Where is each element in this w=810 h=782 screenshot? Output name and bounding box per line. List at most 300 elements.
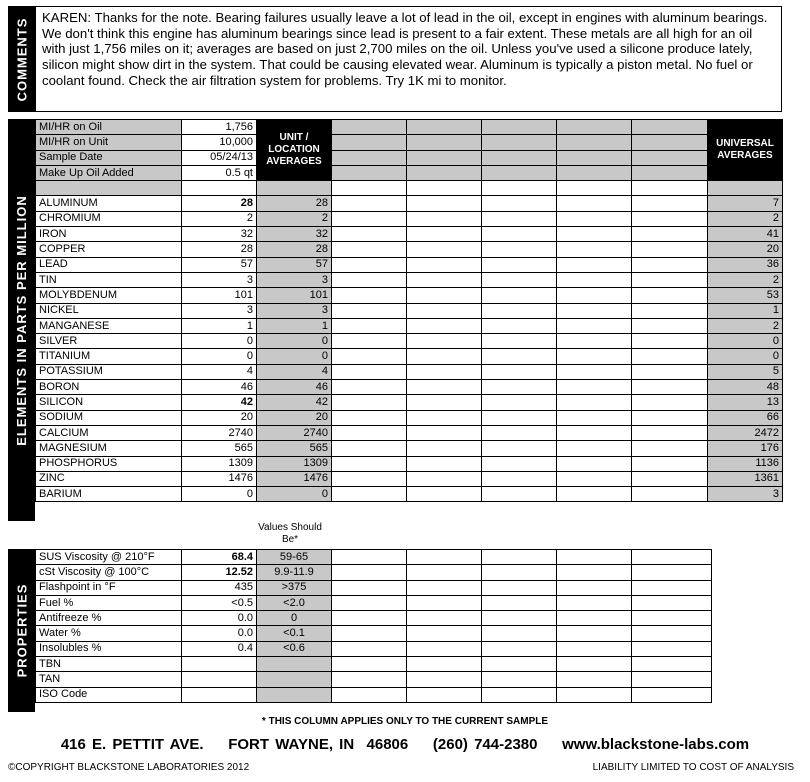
empty-sample-cell bbox=[632, 349, 708, 364]
empty-sample-cell bbox=[482, 288, 557, 303]
element-row bbox=[36, 211, 783, 226]
element-value: 3 bbox=[182, 272, 257, 287]
element-name: IRON bbox=[36, 227, 182, 242]
empty-sample-cell bbox=[407, 626, 482, 641]
empty-sample-cell bbox=[557, 349, 632, 364]
empty-sample-cell bbox=[632, 211, 708, 226]
element-unit-average: 28 bbox=[257, 242, 332, 257]
element-name: SILVER bbox=[36, 334, 182, 349]
copyright: ©COPYRIGHT BLACKSTONE LABORATORIES 2012 bbox=[8, 762, 250, 773]
element-universal-average: 66 bbox=[708, 410, 783, 425]
values-should-be-header: Values Should Be* bbox=[258, 522, 322, 545]
element-name: POTASSIUM bbox=[36, 364, 182, 379]
element-row bbox=[36, 303, 783, 318]
empty-sample-cell bbox=[332, 227, 407, 242]
empty-sample-cell bbox=[407, 227, 482, 242]
empty-sample-cell bbox=[407, 288, 482, 303]
empty-sample-cell bbox=[557, 657, 632, 672]
empty-sample-cell bbox=[632, 441, 708, 456]
empty-cell bbox=[332, 181, 407, 196]
property-row bbox=[36, 565, 712, 580]
property-should-be: <2.0 bbox=[257, 595, 332, 610]
empty-sample-cell bbox=[407, 272, 482, 287]
element-value: 101 bbox=[182, 288, 257, 303]
property-value bbox=[182, 657, 257, 672]
empty-sample-cell bbox=[332, 303, 407, 318]
property-value: 435 bbox=[182, 580, 257, 595]
empty-sample-cell bbox=[332, 611, 407, 626]
empty-sample-cell bbox=[407, 672, 482, 687]
empty-sample-cell bbox=[557, 641, 632, 656]
element-row bbox=[36, 487, 783, 502]
empty-sample-cell bbox=[632, 471, 708, 486]
element-unit-average: 46 bbox=[257, 380, 332, 395]
empty-sample-cell bbox=[407, 349, 482, 364]
property-value: 68.4 bbox=[182, 550, 257, 565]
element-value: 0 bbox=[182, 334, 257, 349]
empty-sample-cell bbox=[557, 487, 632, 502]
empty-sample-cell bbox=[482, 349, 557, 364]
property-value: 0.0 bbox=[182, 626, 257, 641]
empty-sample-cell bbox=[632, 611, 712, 626]
element-name: PHOSPHORUS bbox=[36, 456, 182, 471]
empty-sample-cell bbox=[632, 288, 708, 303]
empty-sample-cell bbox=[482, 487, 557, 502]
empty-sample-cell bbox=[407, 410, 482, 425]
info-row bbox=[36, 150, 783, 165]
info-label: Make Up Oil Added bbox=[36, 165, 182, 180]
empty-sample-cell bbox=[332, 242, 407, 257]
empty-cell bbox=[407, 181, 482, 196]
empty-sample-cell bbox=[332, 135, 407, 150]
empty-sample-cell bbox=[407, 135, 482, 150]
element-row bbox=[36, 272, 783, 287]
property-should-be bbox=[257, 672, 332, 687]
info-value: 0.5 qt bbox=[182, 165, 257, 180]
element-row bbox=[36, 471, 783, 486]
element-unit-average: 1309 bbox=[257, 456, 332, 471]
empty-sample-cell bbox=[482, 135, 557, 150]
element-name: MANGANESE bbox=[36, 318, 182, 333]
element-universal-average: 1 bbox=[708, 303, 783, 318]
element-row bbox=[36, 257, 783, 272]
empty-cell bbox=[182, 181, 257, 196]
empty-sample-cell bbox=[557, 334, 632, 349]
element-value: 32 bbox=[182, 227, 257, 242]
element-universal-average: 5 bbox=[708, 364, 783, 379]
element-value: 2740 bbox=[182, 425, 257, 440]
element-name: MOLYBDENUM bbox=[36, 288, 182, 303]
empty-sample-cell bbox=[482, 257, 557, 272]
empty-sample-cell bbox=[632, 165, 708, 180]
elements-label: ELEMENTS IN PARTS PER MILLION bbox=[8, 119, 35, 521]
empty-cell bbox=[257, 181, 332, 196]
element-row bbox=[36, 456, 783, 471]
empty-sample-cell bbox=[407, 395, 482, 410]
empty-sample-cell bbox=[332, 364, 407, 379]
empty-sample-cell bbox=[407, 196, 482, 211]
element-value: 2 bbox=[182, 211, 257, 226]
element-unit-average: 3 bbox=[257, 303, 332, 318]
empty-sample-cell bbox=[482, 550, 557, 565]
element-universal-average: 1361 bbox=[708, 471, 783, 486]
empty-sample-cell bbox=[332, 349, 407, 364]
empty-sample-cell bbox=[407, 211, 482, 226]
element-value: 1309 bbox=[182, 456, 257, 471]
property-should-be bbox=[257, 687, 332, 702]
empty-sample-cell bbox=[407, 595, 482, 610]
element-universal-average: 2472 bbox=[708, 425, 783, 440]
empty-sample-cell bbox=[482, 196, 557, 211]
empty-sample-cell bbox=[557, 380, 632, 395]
element-row bbox=[36, 318, 783, 333]
empty-sample-cell bbox=[632, 580, 712, 595]
spacer-row bbox=[36, 181, 783, 196]
element-value: 57 bbox=[182, 257, 257, 272]
element-row bbox=[36, 364, 783, 379]
empty-sample-cell bbox=[407, 565, 482, 580]
empty-sample-cell bbox=[407, 318, 482, 333]
empty-sample-cell bbox=[482, 441, 557, 456]
empty-sample-cell bbox=[332, 641, 407, 656]
empty-sample-cell bbox=[332, 334, 407, 349]
empty-sample-cell bbox=[407, 441, 482, 456]
property-value: 0.0 bbox=[182, 611, 257, 626]
unit-averages-header: UNIT / LOCATION AVERAGES bbox=[257, 120, 332, 181]
empty-sample-cell bbox=[332, 272, 407, 287]
empty-sample-cell bbox=[332, 657, 407, 672]
empty-sample-cell bbox=[332, 487, 407, 502]
element-name: MAGNESIUM bbox=[36, 441, 182, 456]
element-name: TIN bbox=[36, 272, 182, 287]
empty-sample-cell bbox=[482, 657, 557, 672]
property-name: SUS Viscosity @ 210°F bbox=[36, 550, 182, 565]
empty-sample-cell bbox=[332, 626, 407, 641]
properties-label: PROPERTIES bbox=[8, 549, 35, 712]
empty-sample-cell bbox=[332, 456, 407, 471]
empty-sample-cell bbox=[332, 318, 407, 333]
empty-sample-cell bbox=[482, 395, 557, 410]
element-row bbox=[36, 349, 783, 364]
empty-sample-cell bbox=[407, 150, 482, 165]
element-row bbox=[36, 380, 783, 395]
empty-sample-cell bbox=[482, 334, 557, 349]
empty-sample-cell bbox=[332, 410, 407, 425]
property-should-be: <0.1 bbox=[257, 626, 332, 641]
property-value: 0.4 bbox=[182, 641, 257, 656]
info-row bbox=[36, 135, 783, 150]
empty-sample-cell bbox=[332, 196, 407, 211]
empty-sample-cell bbox=[632, 135, 708, 150]
property-name: TBN bbox=[36, 657, 182, 672]
element-universal-average: 2 bbox=[708, 318, 783, 333]
empty-sample-cell bbox=[482, 626, 557, 641]
info-value: 10,000 bbox=[182, 135, 257, 150]
element-value: 28 bbox=[182, 196, 257, 211]
empty-sample-cell bbox=[632, 641, 712, 656]
element-row bbox=[36, 334, 783, 349]
element-value: 20 bbox=[182, 410, 257, 425]
empty-sample-cell bbox=[482, 456, 557, 471]
empty-sample-cell bbox=[632, 303, 708, 318]
empty-sample-cell bbox=[632, 120, 708, 135]
empty-sample-cell bbox=[557, 242, 632, 257]
empty-sample-cell bbox=[332, 550, 407, 565]
empty-sample-cell bbox=[557, 257, 632, 272]
element-value: 1 bbox=[182, 318, 257, 333]
element-universal-average: 36 bbox=[708, 257, 783, 272]
empty-sample-cell bbox=[632, 487, 708, 502]
empty-sample-cell bbox=[632, 150, 708, 165]
empty-sample-cell bbox=[557, 272, 632, 287]
empty-sample-cell bbox=[632, 227, 708, 242]
empty-sample-cell bbox=[632, 657, 712, 672]
property-row bbox=[36, 672, 712, 687]
property-row bbox=[36, 626, 712, 641]
empty-sample-cell bbox=[407, 456, 482, 471]
empty-sample-cell bbox=[482, 364, 557, 379]
empty-sample-cell bbox=[632, 380, 708, 395]
empty-sample-cell bbox=[332, 165, 407, 180]
empty-sample-cell bbox=[407, 380, 482, 395]
empty-sample-cell bbox=[557, 211, 632, 226]
element-universal-average: 7 bbox=[708, 196, 783, 211]
empty-sample-cell bbox=[632, 565, 712, 580]
property-row bbox=[36, 657, 712, 672]
property-name: ISO Code bbox=[36, 687, 182, 702]
elements-table bbox=[35, 119, 783, 502]
element-name: NICKEL bbox=[36, 303, 182, 318]
empty-sample-cell bbox=[482, 318, 557, 333]
empty-sample-cell bbox=[557, 441, 632, 456]
property-value: 12.52 bbox=[182, 565, 257, 580]
empty-sample-cell bbox=[482, 120, 557, 135]
empty-sample-cell bbox=[482, 565, 557, 580]
comments-text: KAREN: Thanks for the note. Bearing failures usually leave a lot of lead in the oil, except in engines with aluminum bearings. We don't think this engine has aluminum bearings since lead is present to a fair extent. These metals are all high for an oil with just 1,756 miles on it; averages are based on just 2,700 miles on the oil. Unless you've used a silicone produce lately, silicon might show dirt in the system. That could be causing elevated wear. Aluminum is typically a piston metal. No fuel or coolant found. Check the air filtration system for problems. Try 1K mi to monitor. bbox=[35, 6, 782, 112]
element-universal-average: 13 bbox=[708, 395, 783, 410]
property-row bbox=[36, 641, 712, 656]
element-unit-average: 2740 bbox=[257, 425, 332, 440]
empty-sample-cell bbox=[557, 410, 632, 425]
empty-sample-cell bbox=[332, 380, 407, 395]
property-name: Antifreeze % bbox=[36, 611, 182, 626]
element-name: SILICON bbox=[36, 395, 182, 410]
empty-sample-cell bbox=[632, 410, 708, 425]
property-row bbox=[36, 580, 712, 595]
element-unit-average: 2 bbox=[257, 211, 332, 226]
element-value: 565 bbox=[182, 441, 257, 456]
empty-sample-cell bbox=[482, 242, 557, 257]
element-unit-average: 0 bbox=[257, 334, 332, 349]
empty-sample-cell bbox=[407, 425, 482, 440]
element-name: CHROMIUM bbox=[36, 211, 182, 226]
property-should-be: 59-65 bbox=[257, 550, 332, 565]
empty-sample-cell bbox=[632, 272, 708, 287]
property-should-be: <0.6 bbox=[257, 641, 332, 656]
property-name: Flashpoint in °F bbox=[36, 580, 182, 595]
element-universal-average: 1136 bbox=[708, 456, 783, 471]
lab-address: 416 E. PETTIT AVE. FORT WAYNE, IN 46806 (260) 744-2380 www.blackstone-labs.com bbox=[60, 736, 750, 753]
empty-sample-cell bbox=[407, 242, 482, 257]
property-name: Fuel % bbox=[36, 595, 182, 610]
empty-cell bbox=[36, 181, 182, 196]
empty-sample-cell bbox=[557, 395, 632, 410]
empty-sample-cell bbox=[332, 441, 407, 456]
empty-sample-cell bbox=[482, 611, 557, 626]
element-value: 0 bbox=[182, 487, 257, 502]
element-name: BORON bbox=[36, 380, 182, 395]
empty-sample-cell bbox=[407, 687, 482, 702]
empty-sample-cell bbox=[332, 595, 407, 610]
empty-sample-cell bbox=[557, 626, 632, 641]
empty-sample-cell bbox=[482, 227, 557, 242]
empty-sample-cell bbox=[482, 410, 557, 425]
empty-sample-cell bbox=[332, 565, 407, 580]
empty-sample-cell bbox=[482, 580, 557, 595]
empty-sample-cell bbox=[332, 120, 407, 135]
empty-sample-cell bbox=[407, 550, 482, 565]
element-name: ALUMINUM bbox=[36, 196, 182, 211]
element-universal-average: 3 bbox=[708, 487, 783, 502]
element-unit-average: 4 bbox=[257, 364, 332, 379]
element-value: 28 bbox=[182, 242, 257, 257]
info-value: 1,756 bbox=[182, 120, 257, 135]
empty-sample-cell bbox=[407, 165, 482, 180]
empty-sample-cell bbox=[557, 303, 632, 318]
empty-sample-cell bbox=[557, 364, 632, 379]
property-should-be bbox=[257, 657, 332, 672]
element-universal-average: 48 bbox=[708, 380, 783, 395]
empty-sample-cell bbox=[407, 364, 482, 379]
empty-sample-cell bbox=[632, 595, 712, 610]
empty-sample-cell bbox=[407, 611, 482, 626]
property-row bbox=[36, 611, 712, 626]
universal-averages-header: UNIVERSAL AVERAGES bbox=[708, 120, 783, 181]
element-unit-average: 28 bbox=[257, 196, 332, 211]
element-name: CALCIUM bbox=[36, 425, 182, 440]
element-row bbox=[36, 242, 783, 257]
element-universal-average: 176 bbox=[708, 441, 783, 456]
empty-sample-cell bbox=[632, 456, 708, 471]
property-name: Water % bbox=[36, 626, 182, 641]
info-label: Sample Date bbox=[36, 150, 182, 165]
empty-sample-cell bbox=[482, 150, 557, 165]
element-row bbox=[36, 196, 783, 211]
property-name: Insolubles % bbox=[36, 641, 182, 656]
empty-sample-cell bbox=[632, 242, 708, 257]
empty-sample-cell bbox=[482, 471, 557, 486]
empty-sample-cell bbox=[632, 318, 708, 333]
element-universal-average: 53 bbox=[708, 288, 783, 303]
empty-sample-cell bbox=[407, 657, 482, 672]
empty-sample-cell bbox=[557, 165, 632, 180]
empty-sample-cell bbox=[482, 641, 557, 656]
empty-sample-cell bbox=[557, 687, 632, 702]
property-should-be: >375 bbox=[257, 580, 332, 595]
empty-sample-cell bbox=[332, 150, 407, 165]
element-row bbox=[36, 441, 783, 456]
empty-cell bbox=[557, 181, 632, 196]
element-name: COPPER bbox=[36, 242, 182, 257]
element-unit-average: 20 bbox=[257, 410, 332, 425]
empty-sample-cell bbox=[407, 641, 482, 656]
empty-sample-cell bbox=[632, 672, 712, 687]
empty-sample-cell bbox=[482, 272, 557, 287]
element-value: 4 bbox=[182, 364, 257, 379]
info-row bbox=[36, 165, 783, 180]
empty-sample-cell bbox=[407, 334, 482, 349]
empty-sample-cell bbox=[332, 395, 407, 410]
empty-sample-cell bbox=[407, 580, 482, 595]
element-name: LEAD bbox=[36, 257, 182, 272]
empty-sample-cell bbox=[557, 471, 632, 486]
empty-sample-cell bbox=[332, 687, 407, 702]
property-value: <0.5 bbox=[182, 595, 257, 610]
property-value bbox=[182, 672, 257, 687]
empty-sample-cell bbox=[557, 595, 632, 610]
element-unit-average: 1476 bbox=[257, 471, 332, 486]
empty-sample-cell bbox=[482, 672, 557, 687]
empty-sample-cell bbox=[632, 626, 712, 641]
empty-sample-cell bbox=[332, 580, 407, 595]
empty-sample-cell bbox=[632, 196, 708, 211]
empty-sample-cell bbox=[332, 672, 407, 687]
empty-sample-cell bbox=[557, 150, 632, 165]
info-value: 05/24/13 bbox=[182, 150, 257, 165]
property-row bbox=[36, 687, 712, 702]
element-value: 3 bbox=[182, 303, 257, 318]
empty-sample-cell bbox=[557, 550, 632, 565]
property-value bbox=[182, 687, 257, 702]
empty-sample-cell bbox=[557, 227, 632, 242]
empty-sample-cell bbox=[332, 288, 407, 303]
element-name: ZINC bbox=[36, 471, 182, 486]
liability-note: LIABILITY LIMITED TO COST OF ANALYSIS bbox=[592, 762, 794, 773]
element-unit-average: 0 bbox=[257, 487, 332, 502]
element-universal-average: 0 bbox=[708, 334, 783, 349]
element-row bbox=[36, 288, 783, 303]
element-name: TITANIUM bbox=[36, 349, 182, 364]
element-row bbox=[36, 410, 783, 425]
element-row bbox=[36, 425, 783, 440]
empty-sample-cell bbox=[332, 257, 407, 272]
element-row bbox=[36, 227, 783, 242]
element-universal-average: 0 bbox=[708, 349, 783, 364]
empty-sample-cell bbox=[632, 550, 712, 565]
empty-sample-cell bbox=[407, 471, 482, 486]
info-label: MI/HR on Unit bbox=[36, 135, 182, 150]
element-unit-average: 101 bbox=[257, 288, 332, 303]
empty-sample-cell bbox=[632, 687, 712, 702]
empty-sample-cell bbox=[332, 211, 407, 226]
element-row bbox=[36, 395, 783, 410]
empty-sample-cell bbox=[632, 364, 708, 379]
element-universal-average: 41 bbox=[708, 227, 783, 242]
footnote: * THIS COLUMN APPLIES ONLY TO THE CURRENT SAMPLE bbox=[261, 716, 549, 727]
empty-sample-cell bbox=[557, 565, 632, 580]
empty-sample-cell bbox=[482, 595, 557, 610]
empty-sample-cell bbox=[632, 425, 708, 440]
property-row bbox=[36, 550, 712, 565]
property-name: cSt Viscosity @ 100°C bbox=[36, 565, 182, 580]
empty-sample-cell bbox=[557, 288, 632, 303]
empty-sample-cell bbox=[332, 425, 407, 440]
element-universal-average: 20 bbox=[708, 242, 783, 257]
empty-cell bbox=[632, 181, 708, 196]
empty-sample-cell bbox=[482, 303, 557, 318]
empty-sample-cell bbox=[632, 395, 708, 410]
element-name: BARIUM bbox=[36, 487, 182, 502]
